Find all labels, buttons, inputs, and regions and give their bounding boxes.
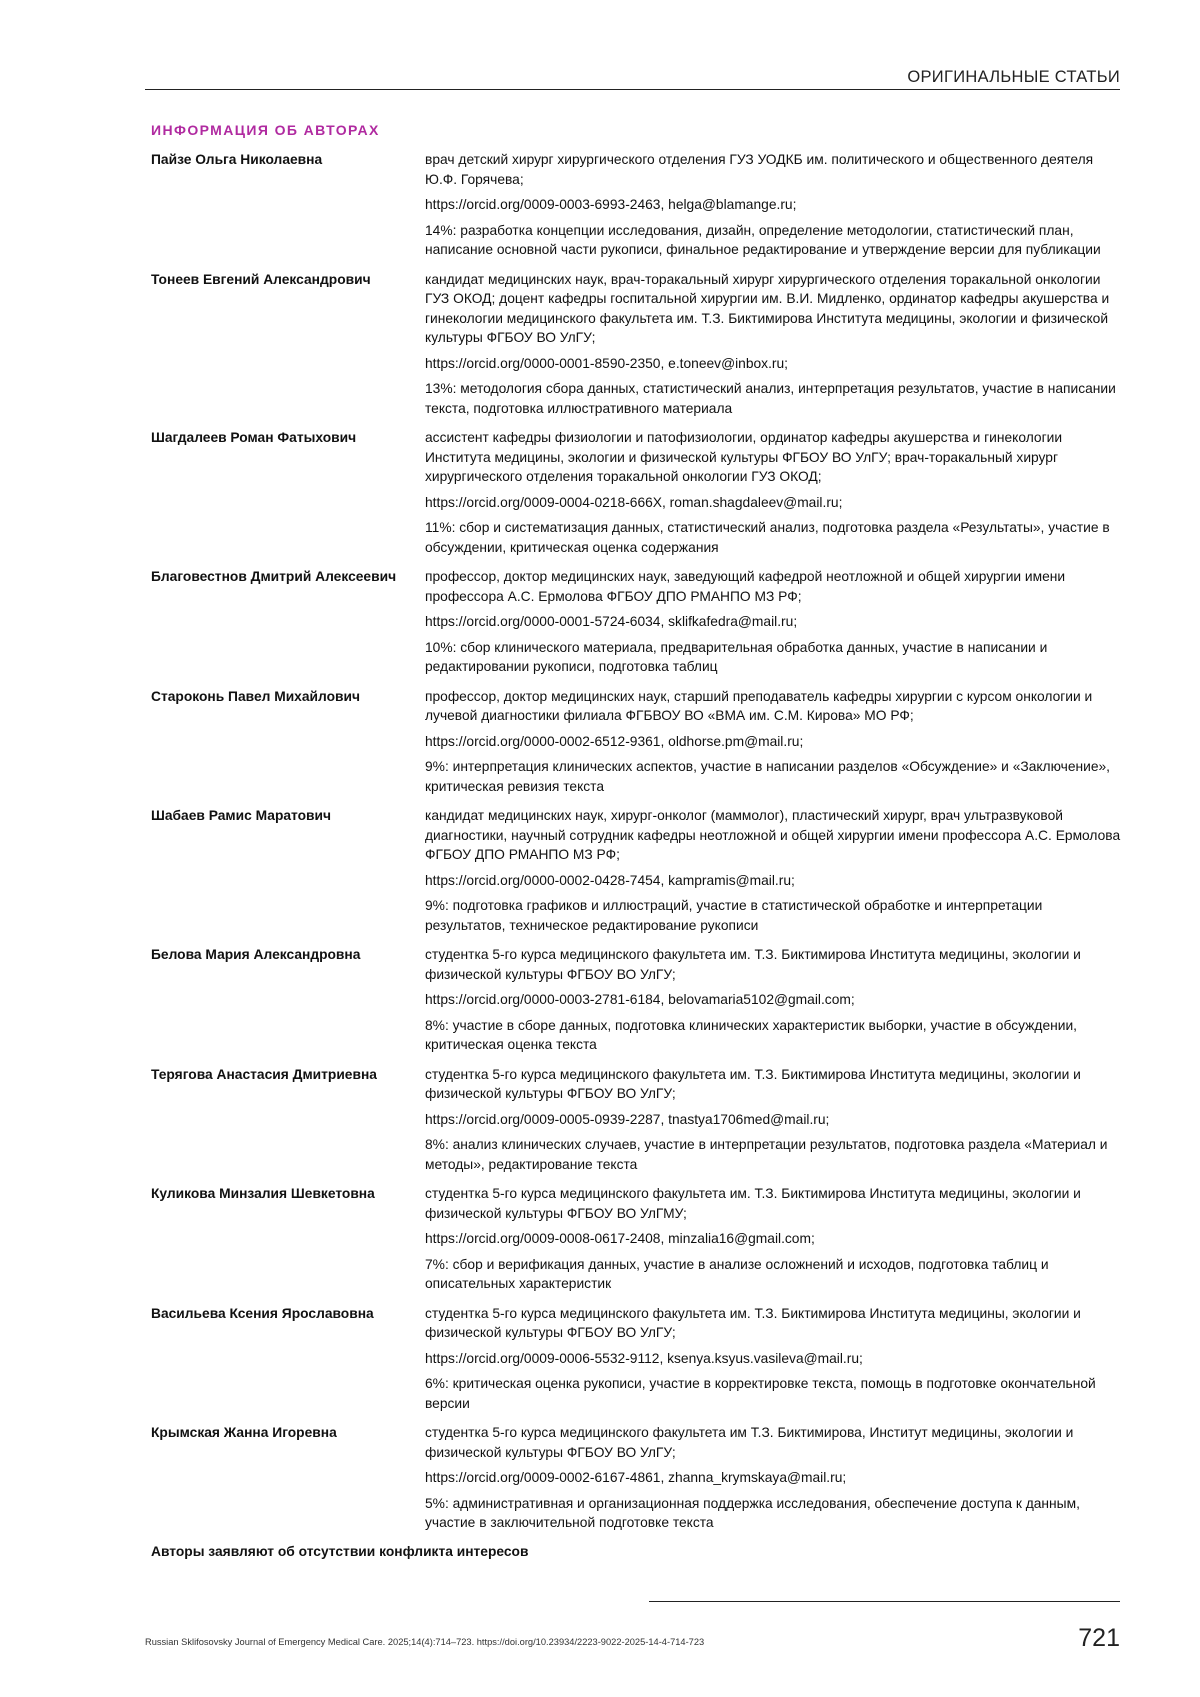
author-name: Крымская Жанна Игоревна [151,1425,337,1440]
author-contact[interactable]: https://orcid.org/0000-0001-5724-6034, sklifkafedra@mail.ru; [425,614,798,629]
author-contribution: 13%: методология сбора данных, статистический анализ, интерпретация результатов, участие в написании текста, подготовка иллюстративного материала [425,381,1116,416]
author-entry [151,1423,1121,1533]
author-contribution: 6%: критическая оценка рукописи, участие в корректировке текста, помощь в подготовке окончательной версии [425,1376,1096,1411]
author-entry [151,567,1121,677]
author-affiliation: профессор, доктор медицинских наук, старший преподаватель кафедры хирургии с курсом онкологии и лучевой диагностики филиала ФГБВОУ ВО «ВМА им. С.М. Кирова» МО РФ; [425,688,1093,723]
author-info [425,428,1121,557]
author-contribution: 14%: разработка концепции исследования, дизайн, определение методологии, статистический план, написание основной части рукописи, финальное редактирование и утверждение версии для публикации [425,222,1101,257]
footer-rule [649,1601,1120,1602]
authors-list [151,150,1121,1543]
author-contribution: 10%: сбор клинического материала, предварительная обработка данных, участие в написании и редактировании рукописи, подготовка таблиц [425,639,1048,674]
author-contact[interactable]: https://orcid.org/0009-0006-5532-9112, ksenya.ksyus.vasileva@mail.ru; [425,1350,863,1366]
author-contact[interactable]: https://orcid.org/0009-0003-6993-2463, helga@blamange.ru; [425,197,797,212]
author-affiliation: студентка 5-го курса медицинского факультета им. Т.З. Биктимирова Института медицины, экологии и физической культуры ФГБОУ ВО УлГУ; [425,947,1081,982]
author-contribution: 8%: участие в сборе данных, подготовка клинических характеристик выборки, участие в обсуждении, критическая оценка текста [425,1017,1077,1052]
author-info [425,1423,1121,1533]
author-info [425,567,1121,677]
author-contribution: 9%: подготовка графиков и иллюстраций, участие в статистической обработке и интерпретации результатов, техническое редактирование рукописи [425,898,1043,933]
author-name: Пайзе Ольга Николаевна [151,152,323,167]
author-affiliation: студентка 5-го курса медицинского факультета им. Т.З. Биктимирова Института медицины, экологии и физической культуры ФГБОУ ВО УлГУ; [425,1305,1081,1340]
author-name: Шабаев Рамис Маратович [151,808,332,823]
author-contact[interactable]: https://orcid.org/0000-0002-0428-7454, kampramis@mail.ru; [425,872,795,888]
author-entry [151,1065,1121,1175]
author-affiliation: студентка 5-го курса медицинского факультета им Т.З. Биктимирова, Институт медицины, экологии и физической культуры ФГБОУ ВО УлГУ; [425,1425,1074,1460]
author-contact[interactable]: https://orcid.org/0009-0002-6167-4861, zhanna_krymskaya@mail.ru; [425,1470,847,1485]
author-contact[interactable]: https://orcid.org/0009-0008-0617-2408, minzalia16@gmail.com; [425,1231,815,1246]
author-affiliation: профессор, доктор медицинских наук, заведующий кафедрой неотложной и общей хирургии имени профессора А.С. Ермолова ФГБОУ ДПО РМАНПО МЗ РФ; [425,569,1066,604]
author-entry [151,428,1121,557]
author-name: Староконь Павел Михайлович [151,688,360,704]
conflict-statement: Авторы заявляют об отсутствии конфликта интересов [151,1544,529,1559]
author-contribution: 7%: сбор и верификация данных, участие в анализе осложнений и исходов, подготовка таблиц и описательных характеристик [425,1256,1049,1291]
author-affiliation: студентка 5-го курса медицинского факультета им. Т.З. Биктимирова Института медицины, экологии и физической культуры ФГБОУ ВО УлГУ; [425,1066,1081,1101]
author-name: Шагдалеев Роман Фатыхович [151,430,357,445]
header-rule [145,89,1120,90]
author-name: Белова Мария Александровна [151,947,361,962]
author-name: Куликова Минзалия Шевкетовна [151,1186,375,1201]
author-name: Тонеев Евгений Александрович [151,271,371,287]
author-entry [151,806,1121,935]
footer-citation: Russian Sklifosovsky Journal of Emergency Medical Care. 2025;14(4):714–723. https://doi.org/10.23934/2223-9022-2025-14-4-714-723 [145,1637,705,1647]
header-section-label: ОРИГИНАЛЬНЫЕ СТАТЬИ [907,68,1120,86]
page-number: 721 [1078,1624,1120,1652]
author-entry [151,150,1121,260]
author-affiliation: кандидат медицинских наук, врач-торакальный хирург хирургического отделения торакальной онкологии ГУЗ ОКОД; доцент кафедры госпитальной хирургии им. В.И. Мидленко, ординатор кафедры акушерства и гинекологии медицинского факультета им. Т.З. Биктимирова Института медицины, экологии и физической культуры ФГБОУ ВО УлГУ; [425,271,1110,345]
author-affiliation: студентка 5-го курса медицинского факультета им. Т.З. Биктимирова Института медицины, экологии и физической культуры ФГБОУ ВО УлГМУ; [425,1186,1081,1221]
author-contact[interactable]: https://orcid.org/0009-0005-0939-2287, tnastya1706med@mail.ru; [425,1111,830,1127]
author-entry [151,1184,1121,1294]
author-contribution: 11%: сбор и систематизация данных, статистический анализ, подготовка раздела «Результаты», участие в обсуждении, критическая оценка содержания [425,520,1110,555]
author-affiliation: кандидат медицинских наук, хирург-онколог (маммолог), пластический хирург, врач ультразвуковой диагностики, научный сотрудник кафедры неотложной и общей хирургии имени профессора А.С. Ермолова ФГБОУ ДПО РМАНПО МЗ РФ; [425,808,1121,862]
author-info [425,687,1121,797]
author-name: Терягова Анастасия Дмитриевна [151,1066,377,1082]
author-entry [151,270,1121,419]
author-contribution: 9%: интерпретация клинических аспектов, участие в написании разделов «Обсуждение» и «Заключение», критическая ревизия текста [425,759,1111,794]
author-name: Благовестнов Дмитрий Алексеевич [151,569,397,584]
author-info [425,1065,1121,1175]
author-info [425,1184,1121,1294]
author-contact[interactable]: https://orcid.org/0009-0004-0218-666X, roman.shagdaleev@mail.ru; [425,494,843,510]
author-info [425,945,1121,1055]
author-contact[interactable]: https://orcid.org/0000-0003-2781-6184, belovamaria5102@gmail.com; [425,992,855,1007]
author-info [425,1304,1121,1414]
author-contact[interactable]: https://orcid.org/0000-0001-8590-2350, e.toneev@inbox.ru; [425,355,788,371]
author-info [425,150,1121,260]
author-info [425,270,1121,419]
author-entry [151,687,1121,797]
author-info [425,806,1121,935]
author-name: Васильева Ксения Ярославовна [151,1305,374,1321]
author-affiliation: врач детский хирург хирургического отделения ГУЗ УОДКБ им. политического и общественного деятеля Ю.Ф. Горячева; [425,152,1094,187]
author-contact[interactable]: https://orcid.org/0000-0002-6512-9361, oldhorse.pm@mail.ru; [425,733,804,749]
author-affiliation: ассистент кафедры физиологии и патофизиологии, ординатор кафедры акушерства и гинекологии Института медицины, экологии и физической культуры ФГБОУ ВО УлГУ; врач-торакальный хирург хирургического отделения торакальной онкологии ГУЗ ОКОД; [425,430,1063,484]
author-entry [151,1304,1121,1414]
author-entry [151,945,1121,1055]
author-contribution: 5%: административная и организационная поддержка исследования, обеспечение доступа к данным, участие в заключительной подготовке текста [425,1495,1080,1530]
author-contribution: 8%: анализ клинических случаев, участие в интерпретации результатов, подготовка раздела «Материал и методы», редактирование текста [425,1137,1108,1172]
section-title: ИНФОРМАЦИЯ ОБ АВТОРАХ [151,122,380,138]
